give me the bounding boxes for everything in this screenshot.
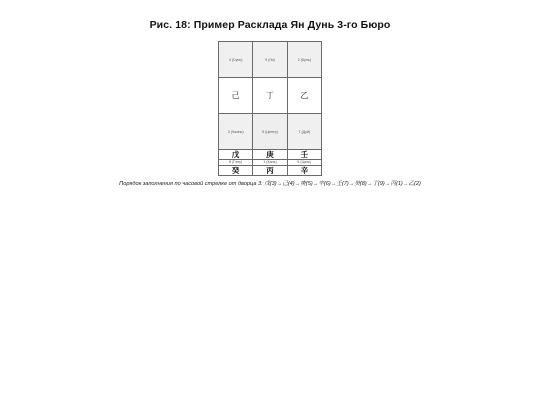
grid-row-top-palaces [219,42,322,78]
palace-label-gen: 8 (Гэнь) [219,160,253,166]
palace-label-kun: 2 (Кунь) [287,42,321,78]
grid-row-middle-palaces [219,114,322,150]
grid-row-top-stems [219,78,322,114]
stem-cell-li: 丁 [253,78,287,114]
stem-cell-sun: 己 [219,78,253,114]
stem-cell-kun: 乙 [287,78,321,114]
stem-cell-gen: 癸 [219,166,253,176]
stem-cell-qian: 辛 [287,166,321,176]
qimen-grid [218,41,322,176]
stem-cell-kan: 丙 [253,166,287,176]
palace-label-sun: 4 (Сунь) [219,42,253,78]
grid-row-bottom-stems [219,166,322,176]
palace-label-qian: 6 (Цянь) [287,160,321,166]
fill-order-caption: Порядок заполнения по часовой стрелке от дворца 3: 戊(3)→己(4)→庚(5)→辛(6)→壬(7)→癸(8)→丁(9)→丙(1)→乙(2) [119,181,421,187]
palace-label-center: 5 (Центр) [253,114,287,150]
palace-label-zhen: 3 (Чжэнь) [219,114,253,150]
palace-label-kan: 1 (Кань) [253,160,287,166]
stem-cell-dui: 壬 [287,150,321,160]
stem-cell-center: 庚 [253,150,287,160]
grid-row-bottom-palaces [219,160,322,166]
grid-row-middle-stems [219,150,322,160]
stem-cell-zhen: 戊 [219,150,253,160]
palace-label-li: 9 (Ли) [253,42,287,78]
palace-label-dui: 7 (Дуй) [287,114,321,150]
figure-title: Рис. 18: Пример Расклада Ян Дунь 3-го Бюро [149,19,391,31]
